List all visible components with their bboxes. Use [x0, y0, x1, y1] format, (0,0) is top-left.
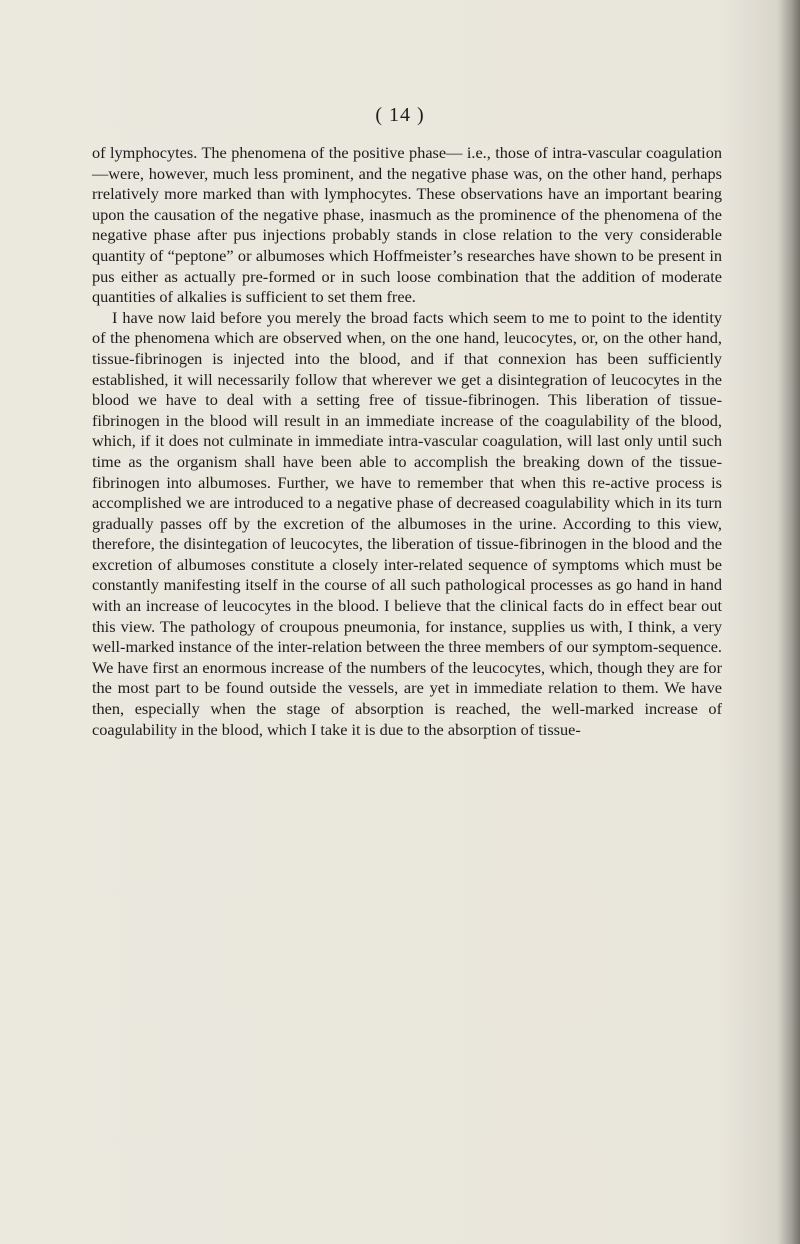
- paragraph: I have now laid before you merely the broad facts which seem to me to point to the identity of the phenomena which are observed when, on the one hand, leucocytes, or, on the other hand, tissue-fibrinogen is injected into the blood, and if that connexion has been sufficiently established, it will necessarily follow that wherever we get a disintegration of leucocytes in the blood we have to deal with a setting free of tissue-fibrinogen. This liberation of tissue-fibrinogen in the blood will result in an immediate increase of the coagulability of the blood, which, if it does not culminate in immediate intra-vascular coagulation, will last only until such time as the organism shall have been able to accomplish the breaking down of the tissue-fibrinogen into albumoses. Further, we have to remember that when this re-active process is accomplished we are introduced to a negative phase of decreased coagulability which in its turn gradually passes off by the excretion of the albumoses in the urine. According to this view, therefore, the disintegation of leucocytes, the liberation of tissue-fibrinogen in the blood and the excretion of albumoses constitute a closely inter-related sequence of symptoms which must be constantly manifesting itself in the course of all such pathological processes as go hand in hand with an increase of leucocytes in the blood. I believe that the clinical facts do in effect bear out this view. The pathology of croupous pneumonia, for instance, supplies us with, I think, a very well-marked instance of the inter-relation between the three members of our symptom-sequence. We have first an enormous increase of the numbers of the leucocytes, which, though they are for the most part to be found outside the vessels, are yet in immediate relation to them. We have then, especially when the stage of absorption is reached, the well-marked increase of coagulability in the blood, which I take it is due to the absorption of tissue-: [92, 307, 722, 739]
- page-edge-shadow: [778, 0, 800, 1244]
- body-text: [92, 143, 722, 740]
- paragraph-continuation: of lymphocytes. The phenomena of the positive phase— i.e., those of intra-vascular coagulation—were, however, much less prominent, and the negative phase was, on the other hand, perhaps rrelatively more marked than with lymphocytes. These observations have an important bearing upon the causation of the negative phase, inasmuch as the prominence of the phenomena of the negative phase after pus injections probably stands in close relation to the very considerable quantity of “peptone” or albumoses which Hoffmeister’s researches have shown to be present in pus either as actually pre-formed or in such loose combination that the addition of moderate quantities of alkalies is sufficient to set them free.: [92, 143, 722, 307]
- page-number: ( 14 ): [375, 104, 425, 126]
